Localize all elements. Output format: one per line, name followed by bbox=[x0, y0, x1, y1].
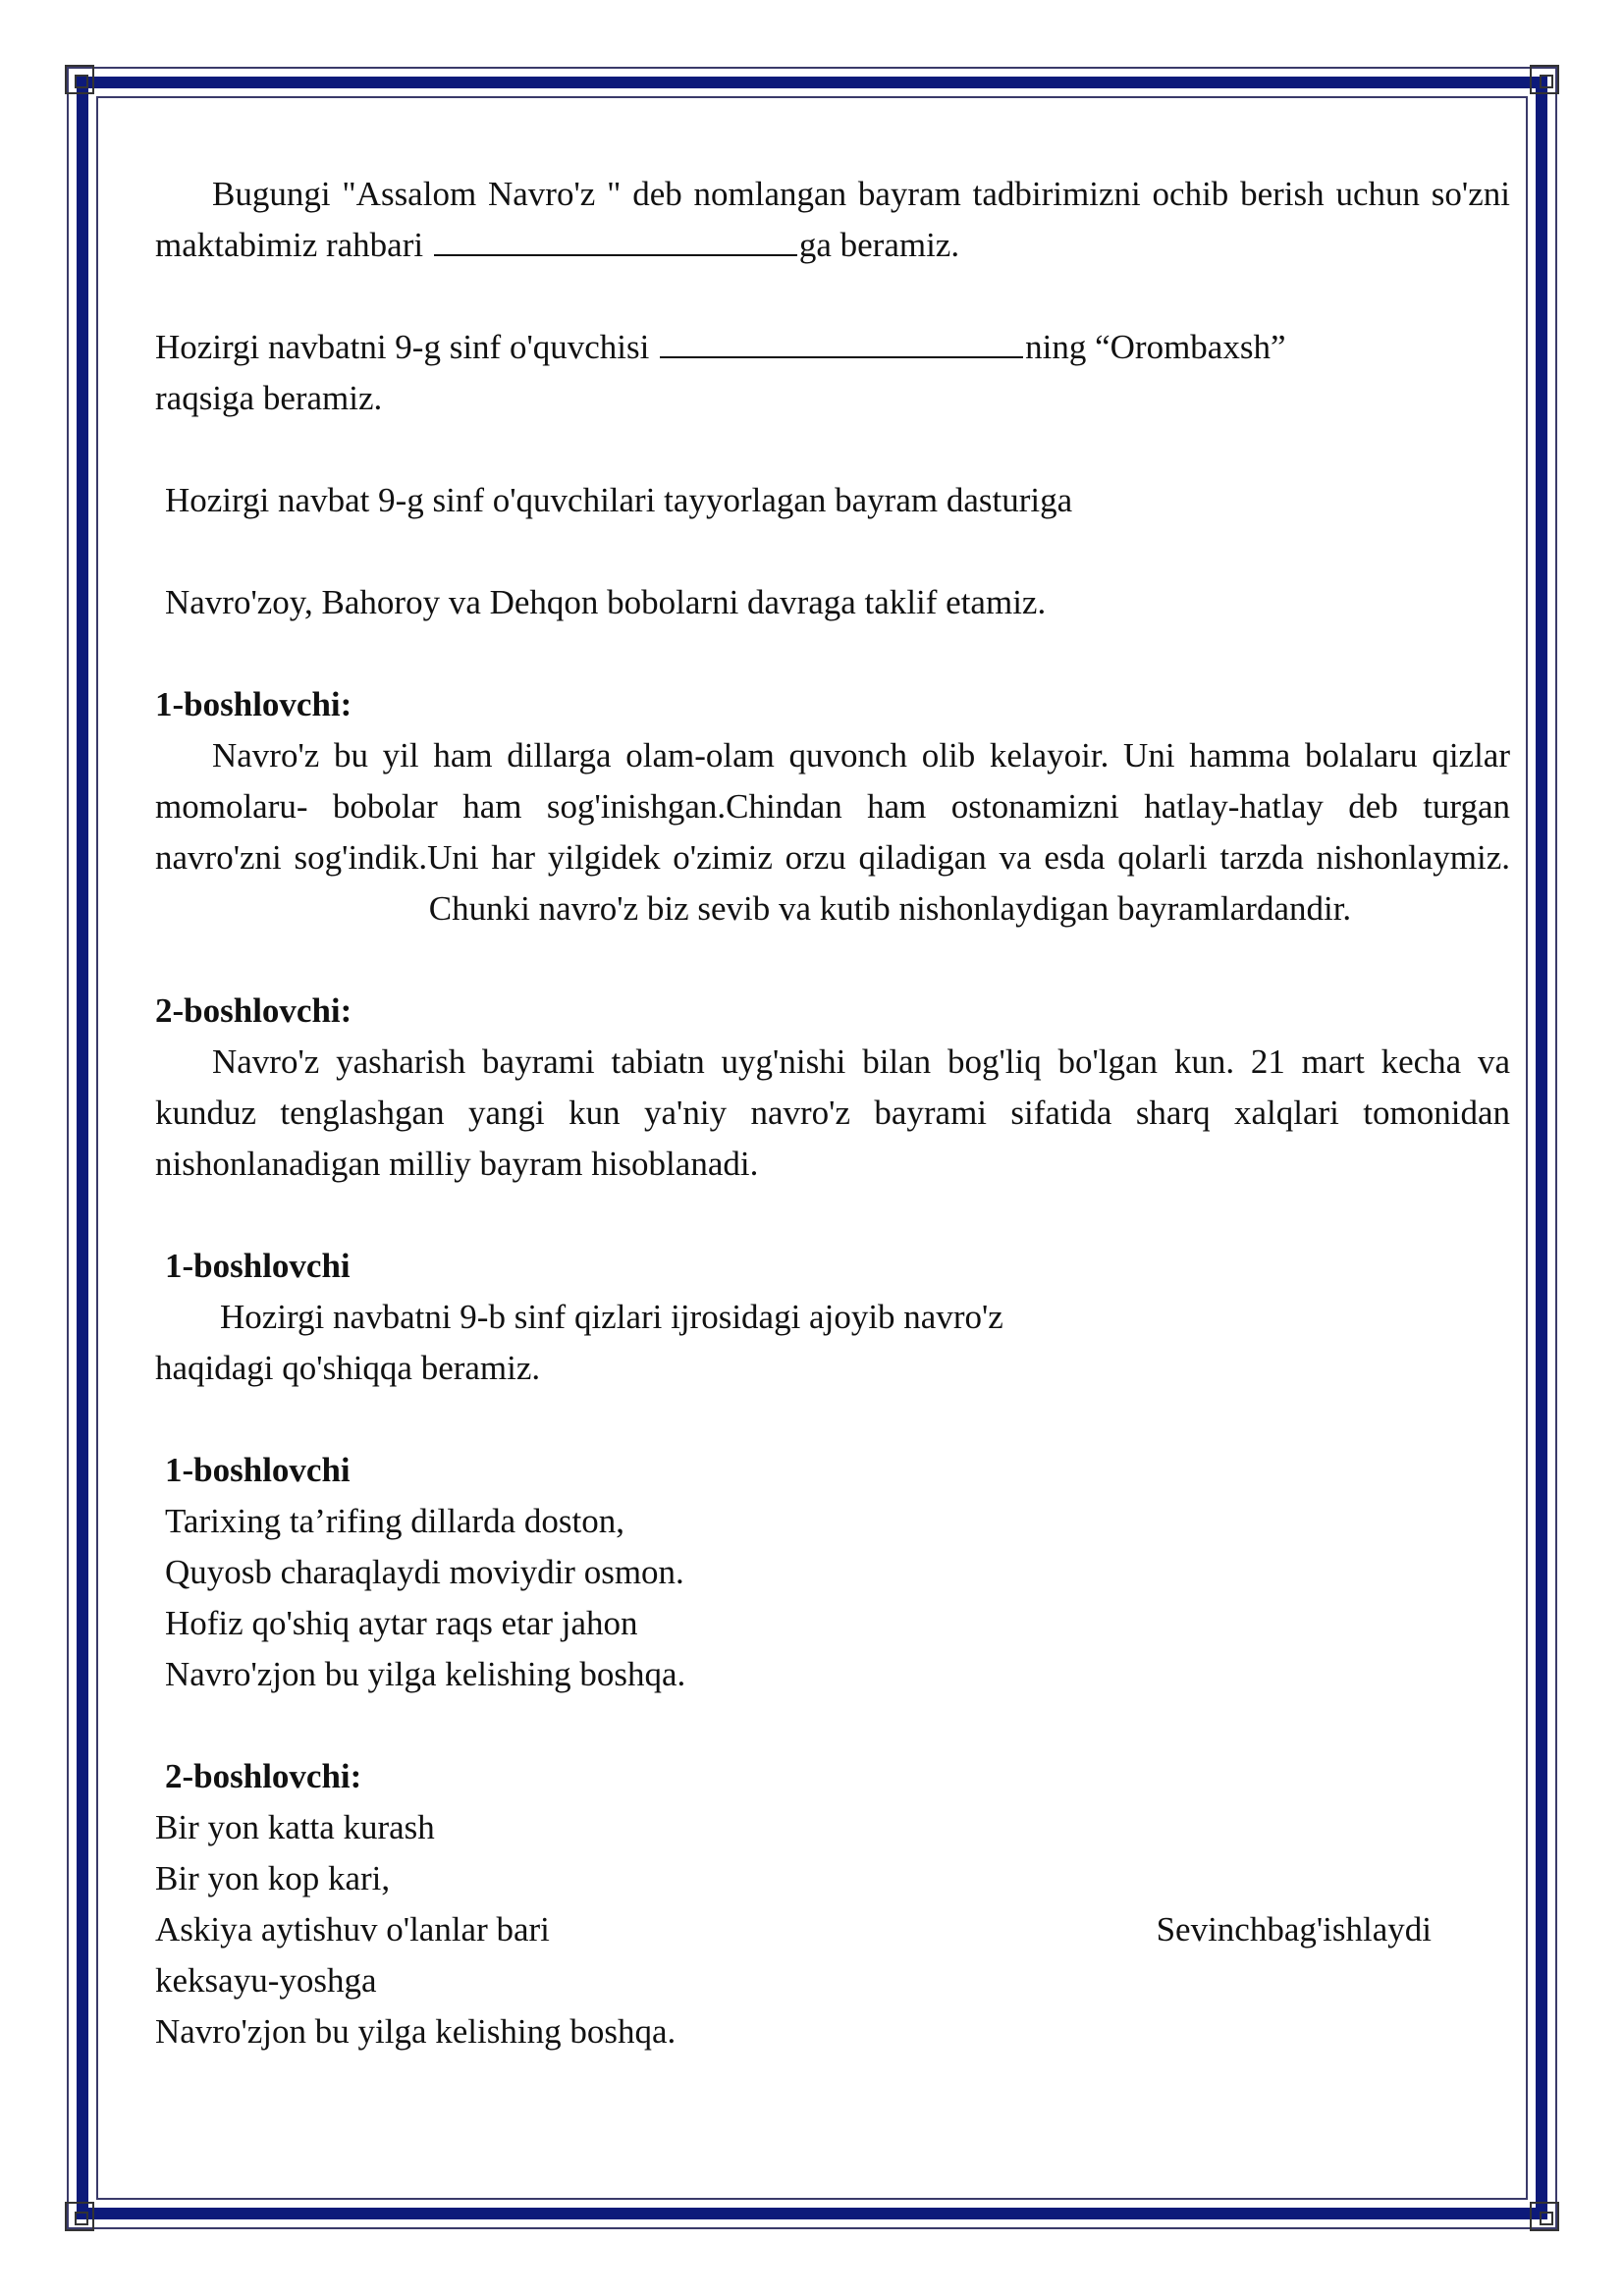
intro-text-end: ga beramiz. bbox=[798, 226, 960, 264]
section4-heading: 1-boshlovchi bbox=[165, 1451, 351, 1489]
program-paragraph: Hozirgi navbat 9-g sinf o'quvchilari tayyorlagan bayram dasturiga bbox=[165, 481, 1073, 519]
section1-text: Navro'z bu yil ham dillarga olam-olam quvonch olib kelayoir. Uni hamma bolalaru qizlar momolaru- bobolar ham sog'inishgan.Chindan ham ostonamizni hatlay-hatlay deb turgan navro'zni sog'indik.Uni har yilgidek o'zimiz orzu qiladigan va esda qolarli tarzda nishonlaymiz. bbox=[155, 736, 1510, 877]
poem2-line: Bir yon kop kari, bbox=[155, 1859, 391, 1897]
dance-paragraph bbox=[155, 322, 1510, 424]
poem2-line-split bbox=[155, 1904, 1510, 1955]
corner-ornament-top-right bbox=[1530, 65, 1559, 94]
section1-text-tail: Chunki navro'z biz sevib va kutib nishonlaydigan bayramlardandir. bbox=[428, 889, 1352, 928]
intro-paragraph bbox=[155, 169, 1510, 271]
section2-heading: 2-boshlovchi: bbox=[155, 991, 352, 1030]
intro-text: Bugungi "Assalom Navro'z " deb nomlangan bayram tadbirimizni ochib berish uchun so'zni maktabimiz rahbari bbox=[155, 175, 1510, 264]
dance-text: Hozirgi navbatni 9-g sinf o'quvchisi bbox=[155, 328, 650, 366]
poem2-line: Navro'zjon bu yilga kelishing boshqa. bbox=[155, 2012, 677, 2051]
corner-ornament-top-left bbox=[65, 65, 94, 94]
section3-line1: Hozirgi navbatni 9-b sinf qizlari ijrosidagi ajoyib navro'z bbox=[220, 1298, 1003, 1336]
corner-ornament-bottom-right bbox=[1530, 2202, 1559, 2231]
poem-line: Hofiz qo'shiq aytar raqs etar jahon bbox=[165, 1604, 638, 1642]
poem-line: Navro'zjon bu yilga kelishing boshqa. bbox=[165, 1655, 686, 1693]
poem2-line-right: Sevinchbag'ishlaydi bbox=[1156, 1910, 1432, 1949]
section1-body bbox=[155, 730, 1510, 934]
section2-body: Navro'z yasharish bayrami tabiatn uyg'nishi bilan bog'liq bo'lgan kun. 21 mart kecha va kunduz tenglashgan yangi kun ya'niy navro'z bayrami sifatida sharq xalqlari tomonidan nishonlanadigan milliy bayram hisoblanadi. bbox=[155, 1042, 1510, 1183]
document-body bbox=[155, 169, 1510, 2057]
poem2-line: keksayu-yoshga bbox=[155, 1961, 377, 2000]
section1-heading: 1-boshlovchi: bbox=[155, 685, 352, 723]
corner-ornament-bottom-left bbox=[65, 2202, 94, 2231]
section5-heading: 2-boshlovchi: bbox=[165, 1757, 362, 1795]
section3-line2: haqidagi qo'shiqqa beramiz. bbox=[155, 1349, 541, 1387]
section3-heading: 1-boshlovchi bbox=[165, 1247, 351, 1285]
dance-text-mid: ning “Orombaxsh” bbox=[1025, 328, 1286, 366]
poem2-line: Bir yon katta kurash bbox=[155, 1808, 435, 1846]
poem-line: Tarixing ta’rifing dillarda doston, bbox=[165, 1502, 624, 1540]
invite-paragraph: Navro'zoy, Bahoroy va Dehqon bobolarni davraga taklif etamiz. bbox=[165, 583, 1047, 621]
dance-text-end: raqsiga beramiz. bbox=[155, 379, 383, 417]
poem2-line-left: Askiya aytishuv o'lanlar bari bbox=[155, 1910, 550, 1949]
name-blank-line bbox=[434, 225, 797, 256]
poem-line: Quyosb charaqlaydi moviydir osmon. bbox=[165, 1553, 684, 1591]
student-blank-line bbox=[660, 327, 1023, 358]
